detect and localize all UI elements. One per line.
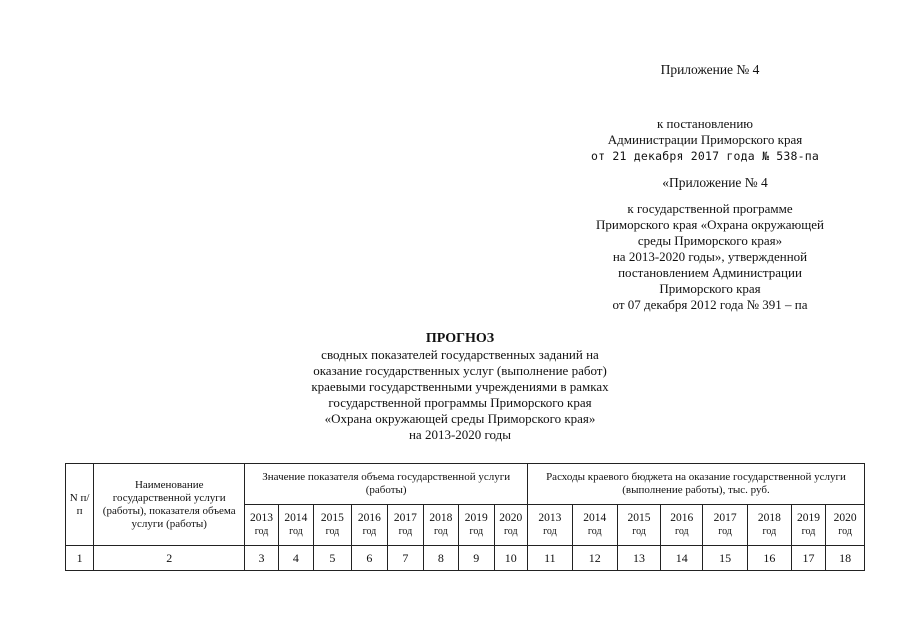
- heading-line: краевыми государственными учреждениями в рамках: [311, 379, 609, 394]
- year-header-volume-2020: [494, 505, 527, 546]
- year-value: 2014: [284, 512, 308, 524]
- year-header-expense-2015: [617, 505, 661, 546]
- year-suffix: год: [434, 526, 448, 537]
- year-value: 2020: [499, 512, 523, 524]
- year-header-expense-2018: [747, 505, 791, 546]
- year-value: 2017: [393, 512, 417, 524]
- year-header-expense-2017: [703, 505, 748, 546]
- heading-line: оказание государственных услуг (выполнение работ): [313, 363, 607, 378]
- year-value: 2019: [464, 512, 488, 524]
- year-suffix: год: [325, 526, 340, 537]
- year-suffix: год: [543, 526, 557, 537]
- column-header-name: Наименование государственной услуги (работы), показателя объема услуги (работы): [94, 464, 245, 546]
- column-number-cell: 17: [791, 546, 825, 571]
- column-number-cell: 15: [703, 546, 748, 571]
- decree-line-1: к постановлению: [656, 116, 754, 131]
- program-line: Приморского края «Охрана окружающей: [596, 217, 824, 232]
- program-line: Приморского края: [659, 281, 761, 296]
- column-number-cell: 11: [528, 546, 573, 571]
- column-number-cell: 13: [617, 546, 661, 571]
- year-suffix: год: [587, 526, 602, 537]
- year-suffix: год: [469, 526, 484, 537]
- year-suffix: год: [838, 526, 852, 537]
- year-suffix: год: [362, 526, 377, 537]
- year-value: 2015: [627, 512, 651, 524]
- year-header-volume-2013: [245, 505, 278, 546]
- program-line: от 07 декабря 2012 года № 391 – па: [612, 297, 808, 312]
- column-number-cell: 3: [245, 546, 278, 571]
- year-suffix: год: [254, 526, 269, 537]
- year-value: 2013: [250, 512, 274, 524]
- year-value: 2020: [833, 512, 857, 524]
- column-number-cell: 6: [351, 546, 387, 571]
- program-line: среды Приморского края»: [637, 233, 783, 248]
- table-numbering-row: [66, 546, 865, 571]
- heading-line: государственной программы Приморского края: [328, 395, 592, 410]
- column-number-cell: 8: [423, 546, 458, 571]
- decree-date: от 21 декабря 2017 года № 538-па: [591, 149, 819, 163]
- program-reference: [560, 201, 860, 313]
- year-value: 2013: [538, 512, 562, 524]
- year-header-expense-2016: [661, 505, 703, 546]
- year-header-expense-2014: [572, 505, 617, 546]
- heading-line: «Охрана окружающей среды Приморского края»: [324, 411, 596, 426]
- column-number-cell: 18: [826, 546, 865, 571]
- year-header-volume-2014: [278, 505, 313, 546]
- column-number-cell: 12: [572, 546, 617, 571]
- year-header-expense-2020: [826, 505, 865, 546]
- year-suffix: год: [674, 526, 689, 537]
- program-line: к государственной программе: [627, 201, 793, 216]
- heading-line: на 2013-2020 годы: [408, 427, 512, 442]
- column-header-number: N п/п: [66, 464, 94, 546]
- column-number-cell: 9: [459, 546, 494, 571]
- year-value: 2014: [583, 512, 607, 524]
- column-number-cell: 2: [94, 546, 245, 571]
- year-header-volume-2019: [459, 505, 494, 546]
- document-title: ПРОГНОЗ: [425, 331, 495, 346]
- year-suffix: год: [718, 526, 732, 537]
- year-value: 2019: [796, 512, 820, 524]
- column-number-cell: 5: [314, 546, 352, 571]
- column-number-cell: 4: [278, 546, 313, 571]
- year-value: 2016: [670, 512, 694, 524]
- program-line: постановлением Администрации: [618, 265, 802, 280]
- year-header-expense-2019: [791, 505, 825, 546]
- year-header-volume-2015: [314, 505, 352, 546]
- year-header-volume-2016: [351, 505, 387, 546]
- table-header-row: [66, 464, 865, 505]
- year-header-volume-2017: [388, 505, 423, 546]
- column-number-cell: 1: [66, 546, 94, 571]
- column-number-cell: 16: [747, 546, 791, 571]
- column-number-cell: 7: [388, 546, 423, 571]
- appendix-label: Приложение № 4: [660, 62, 760, 77]
- column-number-cell: 10: [494, 546, 527, 571]
- year-suffix: год: [503, 526, 518, 537]
- year-suffix: год: [398, 526, 413, 537]
- column-number-cell: 14: [661, 546, 703, 571]
- year-header-volume-2018: [423, 505, 458, 546]
- program-line: на 2013-2020 годы», утвержденной: [612, 249, 808, 264]
- year-value: 2018: [757, 512, 781, 524]
- year-suffix: год: [289, 526, 303, 537]
- program-appendix-label: «Приложение № 4: [662, 175, 768, 190]
- year-value: 2017: [713, 512, 737, 524]
- forecast-table: [65, 463, 865, 571]
- year-suffix: год: [801, 526, 816, 537]
- year-suffix: год: [762, 526, 777, 537]
- decree-reference: [575, 116, 835, 164]
- decree-line-2: Администрации Приморского края: [607, 132, 803, 147]
- heading-line: сводных показателей государственных заданий на: [321, 347, 599, 362]
- column-group-expense: Расходы краевого бюджета на оказание государственной услуги (выполнение работы), тыс. руб.: [528, 464, 865, 505]
- year-suffix: год: [632, 526, 646, 537]
- year-header-expense-2013: [528, 505, 573, 546]
- document-heading: [250, 331, 670, 443]
- column-group-volume: Значение показателя объема государственной услуги (работы): [245, 464, 528, 505]
- year-value: 2015: [320, 512, 344, 524]
- year-value: 2016: [357, 512, 381, 524]
- year-value: 2018: [429, 512, 453, 524]
